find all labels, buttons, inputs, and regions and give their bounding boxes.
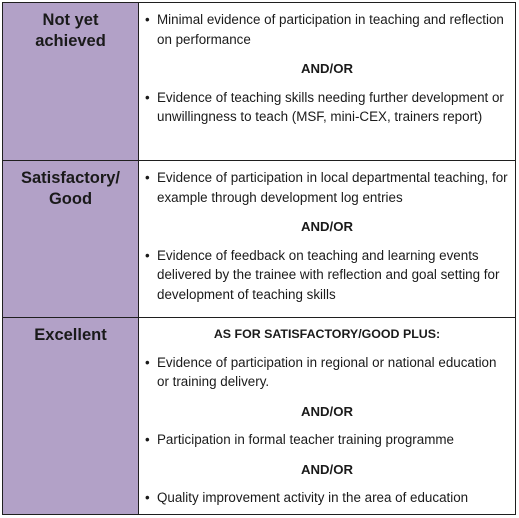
rating-label-line: achieved <box>35 32 106 50</box>
bullet-marker: • <box>145 12 150 27</box>
assessment-criteria-table <box>2 2 516 515</box>
rating-label-line: Satisfactory/ <box>20 169 121 187</box>
and-or-connector: AND/OR <box>300 219 354 234</box>
bullet-marker: • <box>145 170 150 185</box>
bullet-marker: • <box>145 490 150 505</box>
criteria-text: Quality improvement activity in the area of education <box>157 490 469 505</box>
criteria-cell-satisfactory-good <box>139 161 515 318</box>
criteria-bullet <box>145 353 509 392</box>
and-or-connector: AND/OR <box>300 461 354 477</box>
criteria-text: Evidence of feedback on teaching and learning events delivered by the trainee with reflection and goal setting for development of teaching skills <box>157 247 500 302</box>
criteria-bullet <box>145 168 509 207</box>
criteria-bullet <box>145 430 509 450</box>
criteria-text: Evidence of participation in local departmental teaching, for example through development log entries <box>157 170 508 205</box>
rating-label-not-yet-achieved <box>3 3 139 161</box>
bullet-marker: • <box>145 432 150 447</box>
criteria-text: Participation in formal teacher training programme <box>157 432 454 447</box>
criteria-text: Evidence of teaching skills needing further development or unwillingness to teach (MSF, mini-CEX, trainers report) <box>157 89 504 124</box>
criteria-heading: AS FOR SATISFACTORY/GOOD PLUS: <box>213 327 441 341</box>
rating-label-line: Good <box>48 190 93 208</box>
rating-label-line: Not yet <box>42 11 99 29</box>
rating-label-satisfactory-good <box>3 161 139 318</box>
criteria-bullet <box>145 246 509 305</box>
criteria-text: Evidence of participation in regional or national education or training delivery. <box>157 354 497 389</box>
rating-label-line: Excellent <box>34 326 107 344</box>
rating-label-excellent <box>3 318 139 514</box>
bullet-marker: • <box>145 89 150 105</box>
criteria-text: Minimal evidence of participation in teaching and reflection on performance <box>157 12 504 47</box>
criteria-cell-not-yet-achieved <box>139 3 515 161</box>
criteria-cell-excellent <box>139 318 515 514</box>
criteria-bullet <box>145 88 509 127</box>
criteria-bullet <box>145 10 509 49</box>
bullet-marker: • <box>145 354 150 370</box>
bullet-marker: • <box>145 247 150 263</box>
and-or-connector: AND/OR <box>300 403 354 419</box>
criteria-bullet <box>145 488 509 508</box>
and-or-connector: AND/OR <box>300 61 354 76</box>
